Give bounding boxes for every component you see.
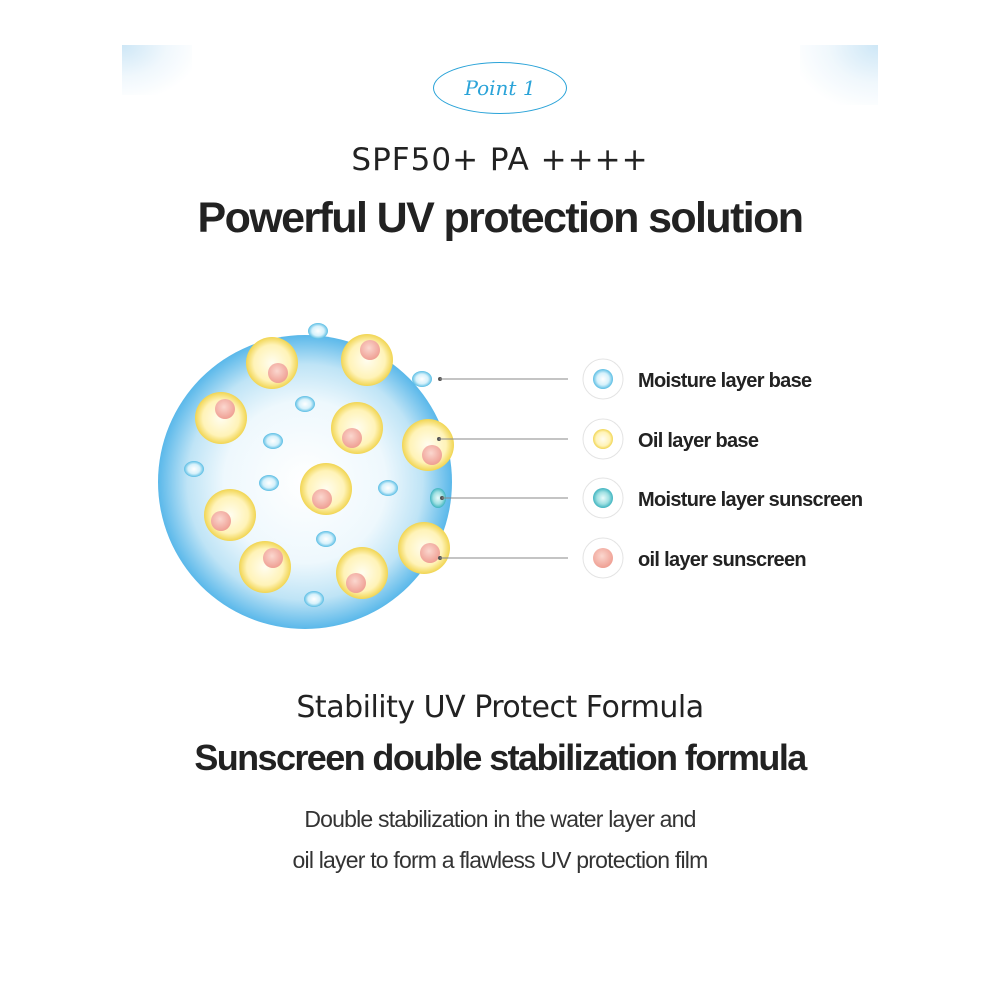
point-badge-label: Point 1: [464, 76, 536, 100]
legend-label: Oil layer base: [638, 430, 759, 452]
spf-rating: SPF50+ PA ++++: [351, 142, 649, 178]
legend-item-oil-sunscreen: [583, 538, 806, 578]
water-droplet: [378, 480, 398, 496]
legend-connector: [438, 556, 568, 560]
water-droplet: [304, 591, 324, 607]
water-droplet: [263, 433, 283, 449]
oil-droplet: [300, 463, 352, 515]
moisture-sunscreen-dot-icon: [593, 488, 613, 508]
formula-description-line-2: oil layer to form a flawless UV protection film: [292, 847, 708, 873]
page-headline: Powerful UV protection solution: [197, 194, 803, 242]
oil-droplet: [239, 541, 291, 593]
legend-label: Moisture layer base: [638, 370, 812, 392]
legend-connector: [438, 377, 568, 381]
water-droplet: [184, 461, 204, 477]
legend-item-oil-base: [583, 419, 759, 459]
formula-description-line-1: Double stabilization in the water layer and: [304, 806, 696, 832]
water-droplet: [412, 371, 432, 387]
water-droplet: [316, 531, 336, 547]
formula-title: Sunscreen double stabilization formula: [194, 737, 806, 778]
oil-droplet: [246, 337, 298, 389]
legend-connector: [440, 496, 568, 500]
oil-droplet: [341, 334, 393, 386]
legend-item-moisture-base: [583, 359, 812, 399]
legend-connector: [437, 437, 568, 441]
water-droplet: [295, 396, 315, 412]
oil-droplet: [331, 402, 383, 454]
oil-droplet: [398, 522, 450, 574]
legend-label: oil layer sunscreen: [638, 549, 806, 571]
formula-subtitle: Stability UV Protect Formula: [296, 690, 704, 725]
water-droplet: [308, 323, 328, 339]
legend-label: Moisture layer sunscreen: [638, 489, 863, 511]
water-droplet: [259, 475, 279, 491]
moisture-base-dot-icon: [593, 369, 613, 389]
corner-glow-left: [122, 45, 192, 95]
corner-glow-right: [800, 45, 878, 105]
point-badge: [433, 62, 567, 114]
oil-droplet: [402, 419, 454, 471]
oil-droplet: [336, 547, 388, 599]
oil-sunscreen-dot-icon: [593, 548, 613, 568]
emulsion-diagram: [150, 290, 880, 650]
oil-droplet: [204, 489, 256, 541]
oil-base-dot-icon: [593, 429, 613, 449]
legend-item-moisture-sunscreen: [583, 478, 862, 518]
oil-droplet: [195, 392, 247, 444]
